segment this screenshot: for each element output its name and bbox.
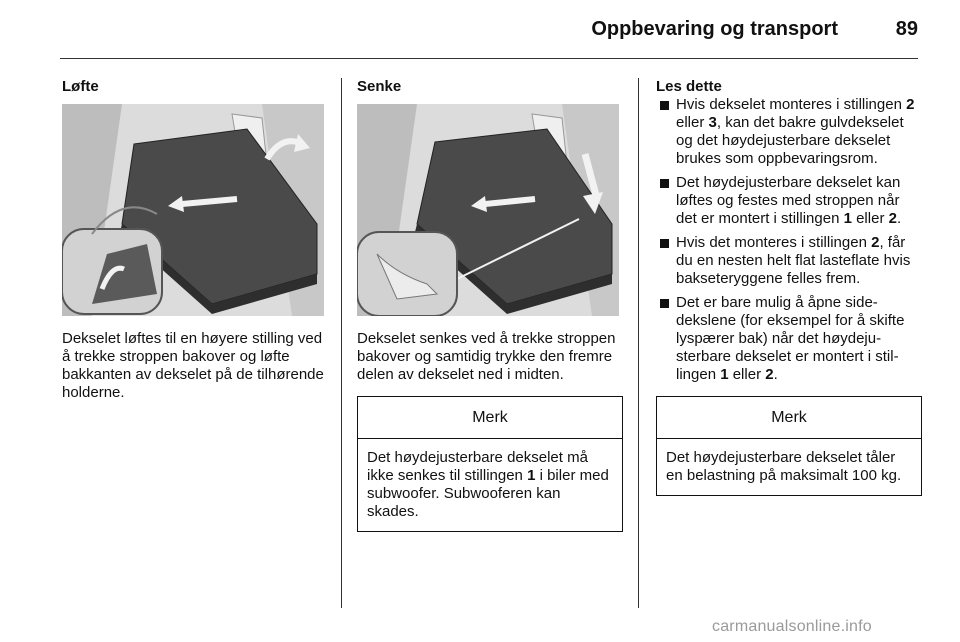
- note-body: Det høydejusterbare dekselet tåler en belastning på maksimalt 100 kg.: [666, 449, 902, 484]
- list-item: Hvis dekselet monteres i stillingen 2 eller 3, kan det bakre gulvdekselet og det høydejusterbare dekselet brukes som oppbevaringsrom.: [656, 96, 922, 168]
- cargo-cover-lift-illustration: [62, 104, 324, 316]
- note-title: Merk: [657, 397, 921, 439]
- caption-lower: Dekselet senkes ved å trekke stroppen bakover og samtidig trykke den fremre delen av dekselet ned i midten.: [357, 330, 616, 383]
- column-notice: [656, 78, 922, 496]
- notice-list: [656, 96, 922, 384]
- column-lift: [62, 78, 324, 402]
- note-box-load: [656, 396, 922, 496]
- square-bullet-icon: [660, 299, 669, 308]
- caption-lift: Dekselet løftes til en høyere stilling ved å trekke stroppen bakover og løfte bakkanten av dekselet på de tilhørende holderne.: [62, 330, 324, 401]
- section-heading-notice: Les dette: [656, 78, 722, 95]
- section-heading-lift: Løfte: [62, 78, 99, 95]
- list-item: Det er bare mulig å åpne sidedekslene (for eksempel for å skifte lyspærer bak) når det høydejusterbare dekselet er montert i stillingen 1 eller 2.: [656, 294, 922, 384]
- page-number: 89: [895, 18, 918, 40]
- cargo-cover-lower-illustration: [357, 104, 619, 316]
- column-divider-2: [638, 78, 639, 608]
- column-divider-1: [341, 78, 342, 608]
- page-title: Oppbevaring og transport: [591, 18, 838, 40]
- list-item: Det høydejusterbare dekselet kan løftes og festes med stroppen når det er montert i stillingen 1 eller 2.: [656, 174, 922, 228]
- note-title: Merk: [358, 397, 622, 439]
- note-box-subwoofer: [357, 396, 623, 532]
- note-body: Det høydejusterbare dekselet må ikke senkes til stillingen 1 i biler med subwoofer. Subwooferen kan skades.: [367, 449, 609, 520]
- watermark: carmanualsonline.info: [712, 618, 872, 635]
- section-heading-lower: Senke: [357, 78, 402, 95]
- list-item: Hvis det monteres i stillingen 2, får du en nesten helt flat lasteflate hvis bakseteryggene felles frem.: [656, 234, 922, 288]
- square-bullet-icon: [660, 179, 669, 188]
- column-lower: [357, 78, 623, 532]
- header-rule: [60, 58, 918, 59]
- square-bullet-icon: [660, 239, 669, 248]
- square-bullet-icon: [660, 101, 669, 110]
